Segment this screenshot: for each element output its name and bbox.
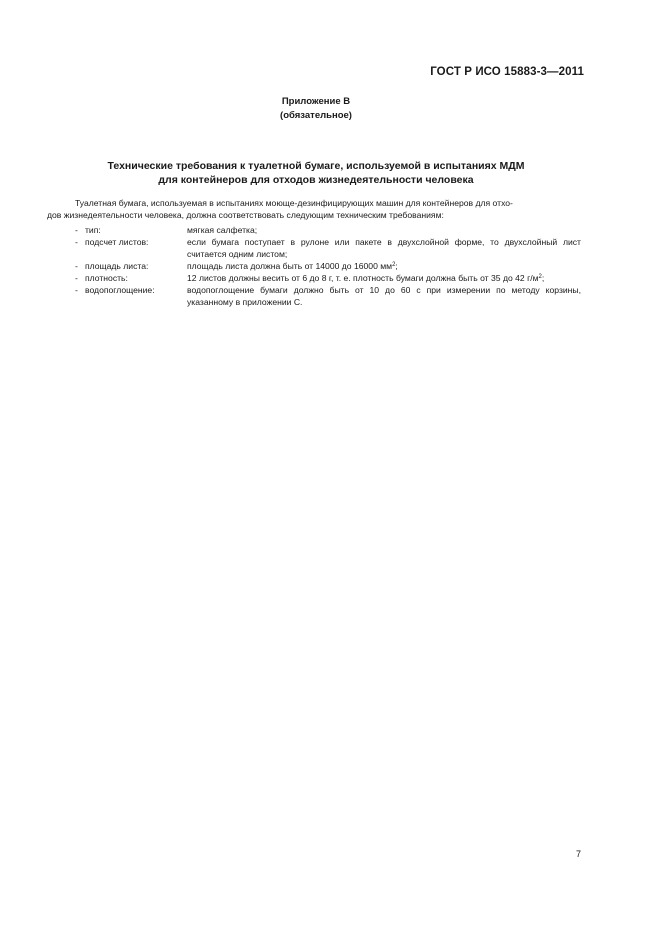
requirement-item <box>0 224 661 236</box>
value-text: ; <box>541 273 545 283</box>
title-line-1: Технические требования к туалетной бумаге, используемой в испытаниях МДМ <box>107 160 525 172</box>
value-text: 12 листов должны весить от 6 до 8 г, т. е. плотность бумаги должна быть от 35 до 42 г/м <box>187 273 539 283</box>
list-dash: - <box>75 285 78 295</box>
title-line-2: для контейнеров для отходов жизнедеятельности человека <box>158 174 474 186</box>
requirement-item <box>0 260 661 272</box>
superscript: 2 <box>538 274 542 280</box>
requirement-label: водопоглощение: <box>85 285 155 295</box>
standard-code: ГОСТ Р ИСО 15883-3—2011 <box>430 66 584 78</box>
requirement-value: мягкая салфетка; <box>187 225 258 235</box>
document-title <box>0 159 632 187</box>
appendix-status: (обязательное) <box>280 110 352 121</box>
requirement-value: водопоглощение бумаги должно быть от 10 до 60 с при измерении по методу корзины, указанному в приложении С. <box>187 285 581 307</box>
requirement-label: плотность: <box>85 273 128 283</box>
page-number: 7 <box>575 849 581 859</box>
value-text: ; <box>395 261 398 271</box>
list-dash: - <box>75 261 78 271</box>
requirement-value: если бумага поступает в рулоне или пакете в двухслойной форме, то двухслойный лист считается одним листом; <box>187 237 581 259</box>
list-dash: - <box>75 273 78 283</box>
requirement-label: площадь листа: <box>85 261 149 271</box>
requirement-value <box>187 272 581 284</box>
list-dash: - <box>75 225 78 235</box>
value-text: площадь листа должна быть от 14000 до 16000 мм <box>187 261 393 271</box>
superscript: 2 <box>392 262 396 268</box>
requirements-list <box>0 224 661 308</box>
requirement-label: подсчет листов: <box>85 237 149 247</box>
appendix-heading <box>0 95 632 123</box>
intro-line-1: Туалетная бумага, используемая в испытаниях моюще-дезинфицирующих машин для контейнеров для отхо- <box>75 198 513 208</box>
requirement-item <box>0 236 661 260</box>
intro-paragraph <box>47 197 581 221</box>
requirement-label: тип: <box>85 225 101 235</box>
intro-line-2: дов жизнедеятельности человека, должна соответствовать следующим техническим требованиям: <box>47 210 444 220</box>
requirement-value <box>187 260 581 272</box>
requirement-item <box>0 272 661 284</box>
appendix-name: Приложение В <box>281 96 351 107</box>
list-dash: - <box>75 237 78 247</box>
requirement-item <box>0 284 661 308</box>
